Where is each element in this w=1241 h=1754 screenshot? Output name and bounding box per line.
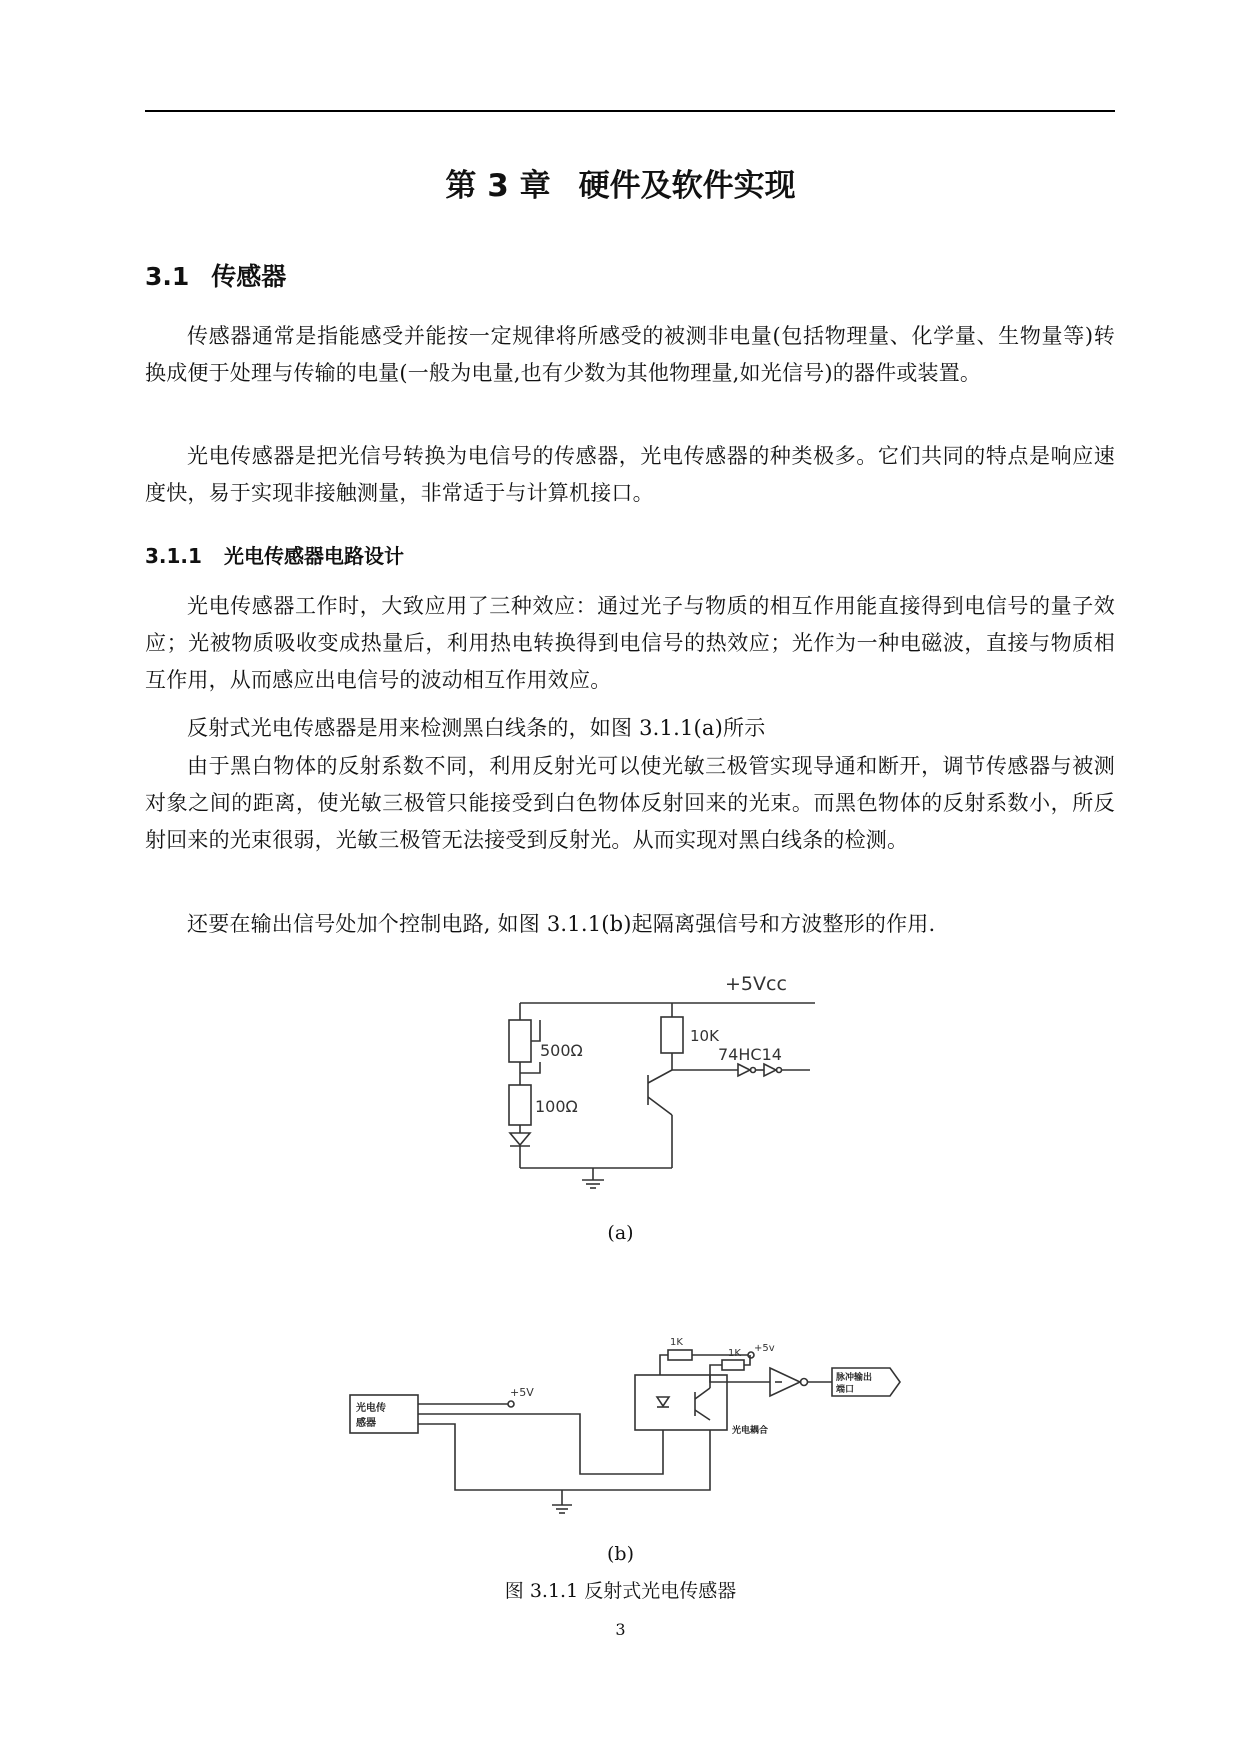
led-diode: [510, 1133, 530, 1145]
svg-text:感器: 感器: [356, 1418, 376, 1429]
svg-text:脉冲输出: 脉冲输出: [836, 1373, 873, 1383]
resistor-100: [509, 1085, 531, 1125]
inverter-1: [738, 1064, 750, 1076]
header-rule: [145, 110, 1115, 112]
paragraph-reflection-principle: 由于黑白物体的反射系数不同，利用反射光可以使光敏三极管实现导通和断开，调节传感器与被测对象之间的距离，使光敏三极管只能接受到白色物体反射回来的光束。而黑色物体的反射系数小，所反射回来的光束很弱，光敏三极管无法接受到反射光。从而实现对黑白线条的检测。: [145, 754, 1115, 852]
chapter-title: 第 3 章 硬件及软件实现: [445, 168, 796, 204]
optocoupler: [635, 1375, 727, 1430]
resistor-10k: [661, 1017, 683, 1053]
figure-caption: 图 3.1.1 反射式光电传感器: [504, 1580, 737, 1602]
figure-a-label: (a): [607, 1222, 634, 1244]
svg-text:+5V: +5V: [510, 1386, 534, 1399]
resistor-500-label: 500Ω: [540, 1041, 583, 1060]
subsection-heading: 3.1.1 光电传感器电路设计: [145, 544, 404, 568]
svg-text:1K: 1K: [728, 1348, 741, 1359]
resistor-10k-label: 10K: [690, 1027, 719, 1045]
section-heading: 3.1 传感器: [145, 262, 287, 291]
svg-text:+5v: +5v: [754, 1343, 775, 1354]
paragraph-effects: 光电传感器工作时，大致应用了三种效应：通过光子与物质的相互作用能直接得到电信号的量子效应；光被物质吸收变成热量后，利用热电转换得到电信号的热效应；光作为一种电磁波，直接与物质相互作用，从而感应出电信号的波动相互作用效应。: [145, 594, 1115, 692]
inverter-2: [764, 1064, 776, 1076]
resistor-1k-mid: [722, 1360, 744, 1370]
svg-text:光电耦合: 光电耦合: [732, 1426, 769, 1436]
supply-label: +5Vcc: [725, 973, 787, 995]
figure-b-label: (b): [607, 1543, 634, 1565]
resistor-1k-top: [668, 1350, 692, 1360]
paragraph-reflective-sensor: 反射式光电传感器是用来检测黑白线条的，如图 3.1.1(a)所示: [187, 716, 766, 740]
potentiometer: [509, 1020, 531, 1062]
svg-text:1K: 1K: [670, 1337, 683, 1348]
output-buffer: [770, 1368, 800, 1396]
figure-a-circuit: [480, 965, 840, 1215]
ic-74hc14-label: 74HC14: [718, 1045, 782, 1064]
figure-b-circuit: [330, 1300, 960, 1520]
resistor-100-label: 100Ω: [535, 1097, 578, 1116]
page-number: 3: [615, 1620, 626, 1639]
svg-text:光电传: 光电传: [356, 1403, 386, 1414]
paragraph-photoelectric-sensor: 光电传感器是把光信号转换为电信号的传感器，光电传感器的种类极多。它们共同的特点是响应速度快，易于实现非接触测量，非常适于与计算机接口。: [145, 444, 1115, 505]
paragraph-sensor-definition: 传感器通常是指能感受并能按一定规律将所感受的被测非电量(包括物理量、化学量、生物量等)转换成便于处理与传输的电量(一般为电量,也有少数为其他物理量,如光信号)的器件或装置。: [145, 324, 1115, 385]
paragraph-control-circuit: 还要在输出信号处加个控制电路, 如图 3.1.1(b)起隔离强信号和方波整形的作用.: [187, 912, 936, 936]
svg-text:端口: 端口: [836, 1385, 855, 1395]
